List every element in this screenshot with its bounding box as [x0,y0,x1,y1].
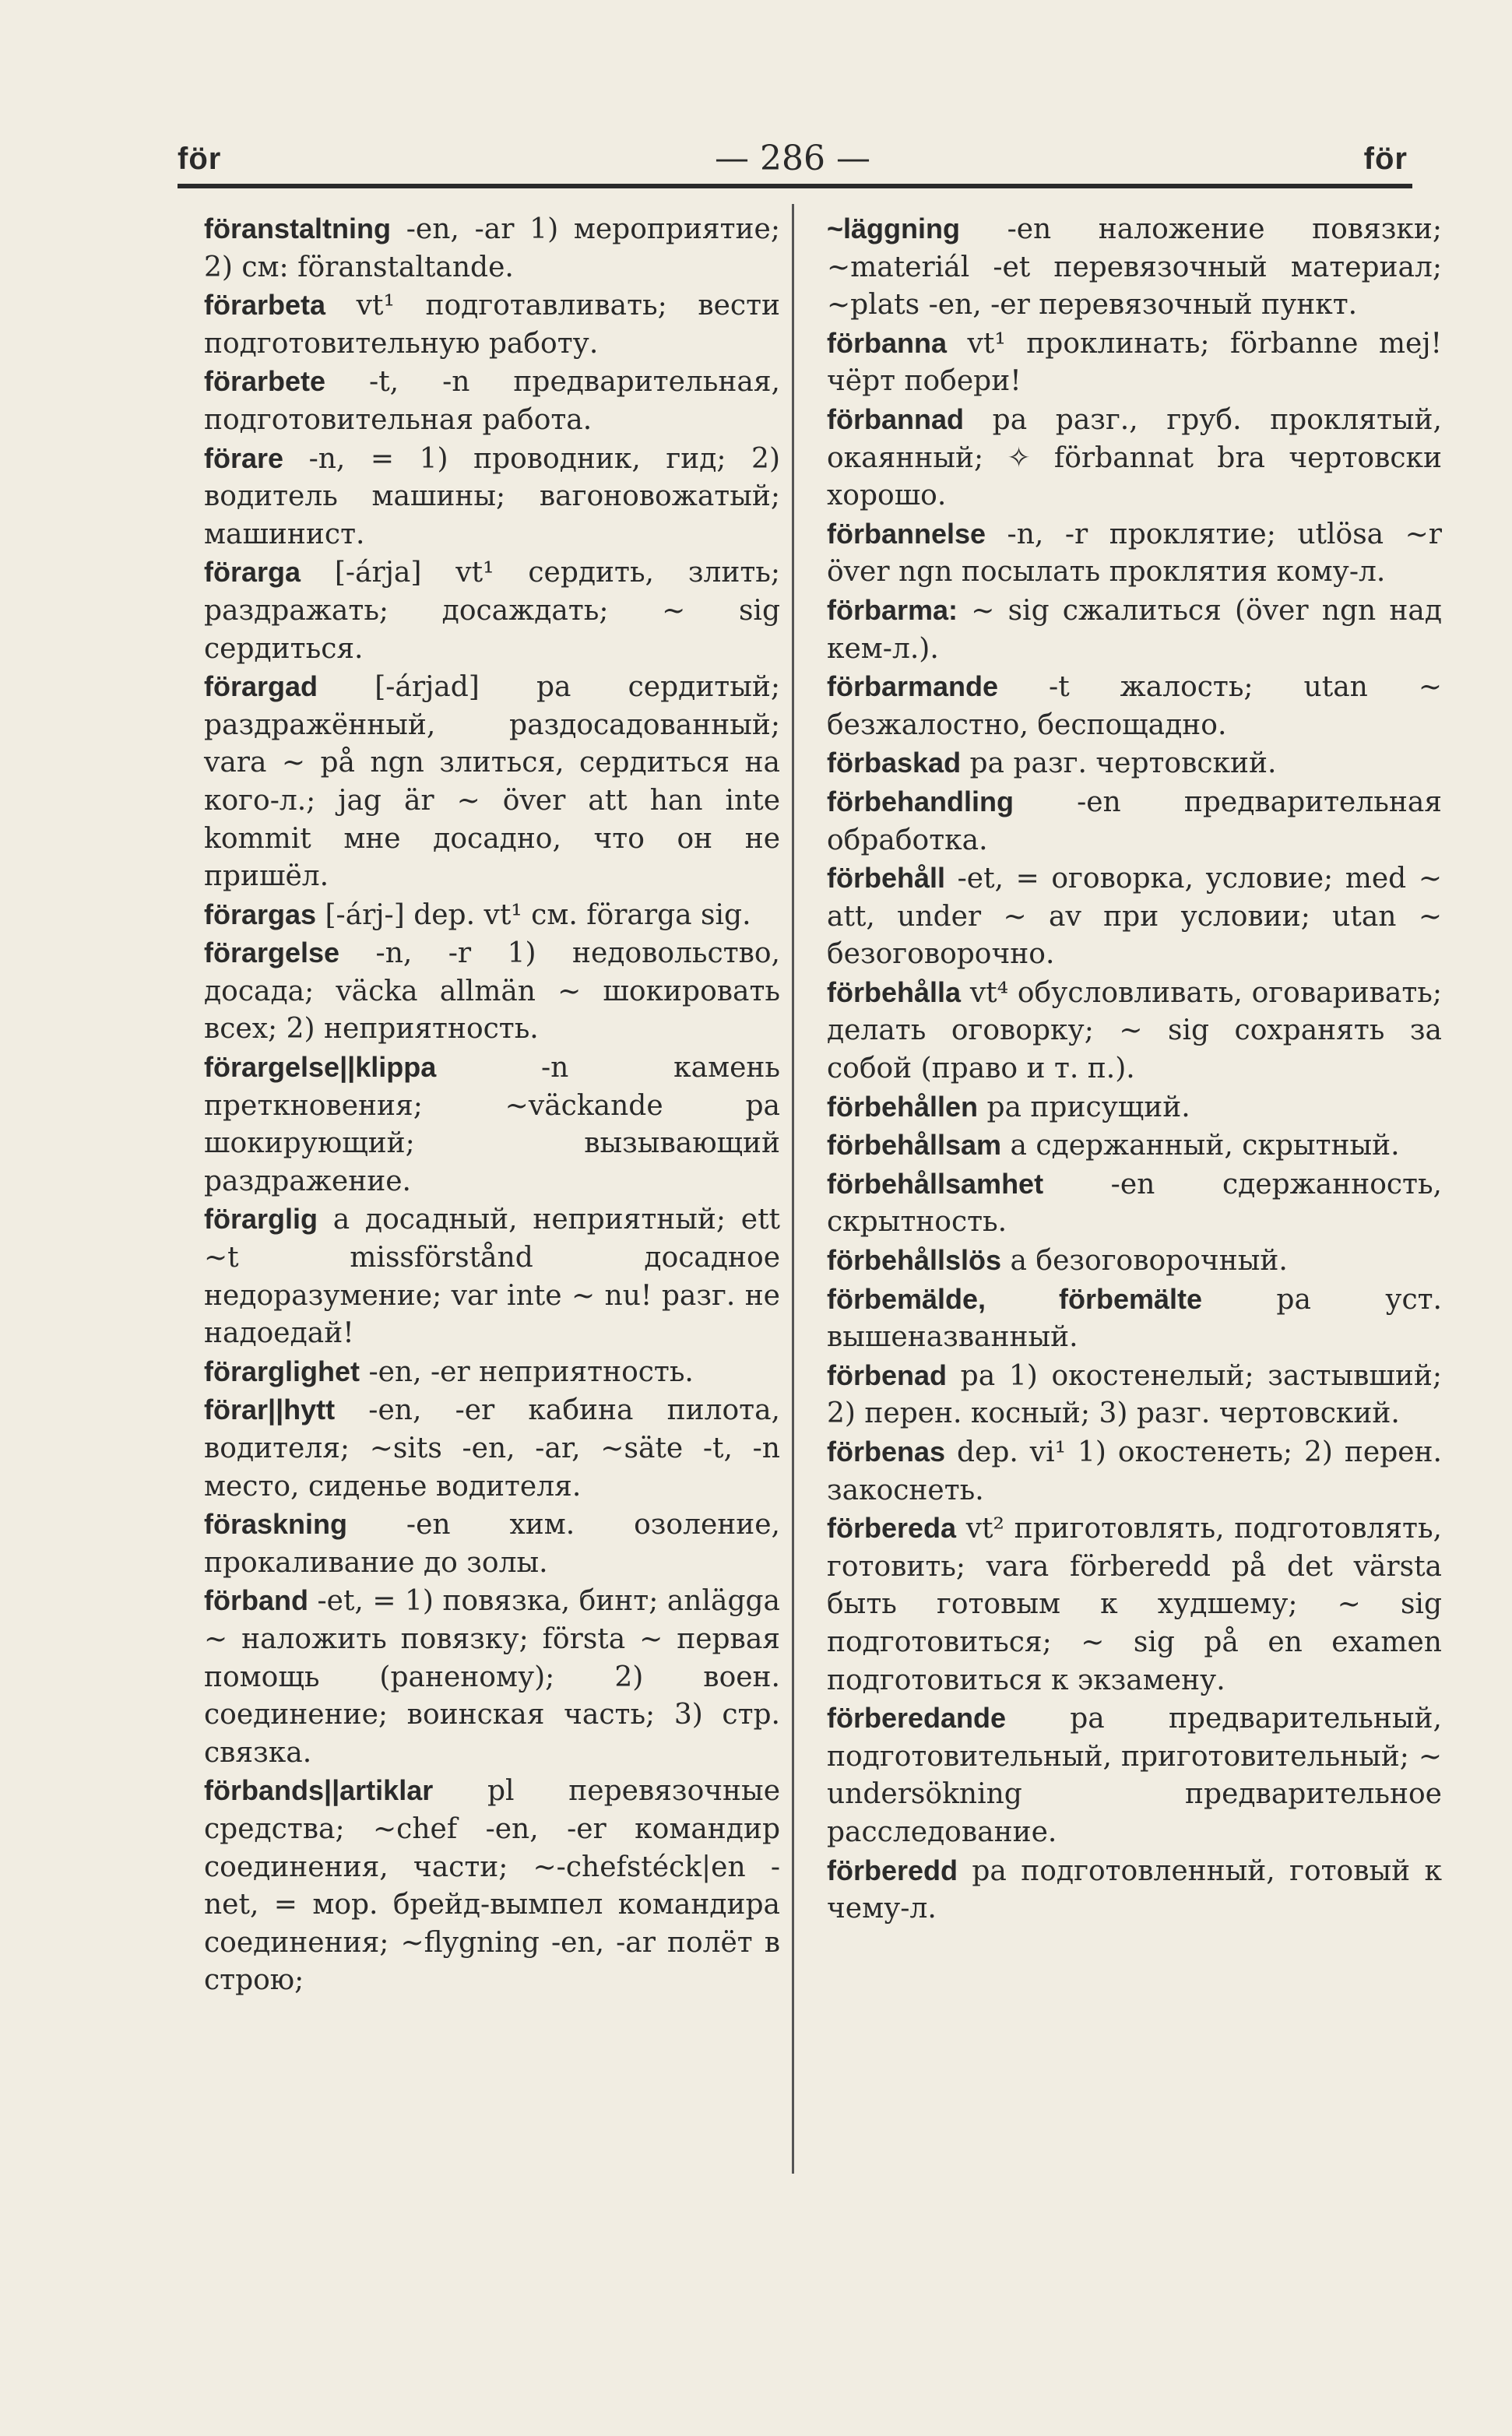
dictionary-entry [827,210,1442,325]
dictionary-entry [827,1852,1442,1928]
entry-headword: förbannelse [827,517,986,550]
entry-headword: ~läggning [827,213,960,244]
entry-definition: a досадный, неприятный; ett ~t missförstånd досадное недоразумение; var inte ~ nu! разг. не надоедай! [204,1204,780,1350]
dictionary-entry [204,210,780,286]
dictionary-entry [204,1353,780,1392]
entry-headword: förbehållsam [827,1129,1002,1162]
entry-definition: -t жалость; utan ~ безжалостно, беспощадно. [827,671,1442,741]
entry-definition: -t, -n предварительная, подготовительная работа. [204,366,780,436]
dictionary-entry [204,1582,780,1772]
entry-headword: förbehåll [827,862,946,895]
entry-headword: förbaskad [827,747,962,779]
dictionary-entry [827,401,1442,515]
entry-headword: förbenad [827,1359,948,1391]
page-number: — 286 — [715,139,870,178]
entry-definition: pa присущий. [978,1091,1190,1123]
entry-definition: -n, -r проклятие; utlösa ~r över ngn посылать проклятия кому-л. [827,518,1442,589]
entry-definition: pa разг. чертовский. [961,747,1277,780]
entry-headword: förbehandling [827,785,1014,817]
entry-headword: förbarmande [827,670,999,703]
dictionary-entry [827,668,1442,744]
entry-definition: [-árj-] dep. vt¹ см. förarga sig. [316,898,751,931]
entry-definition: pa предварительный, подготовительный, приготовительный; ~ undersökning предварительное расследование. [827,1703,1442,1848]
entry-headword: förband [204,1584,308,1617]
left-column [204,210,780,2000]
dictionary-entry [827,974,1442,1088]
entry-headword: förargas [204,898,317,930]
entry-headword: förbereda [827,1512,957,1545]
running-head [178,137,1408,184]
dictionary-entry [204,1391,780,1506]
entry-definition: -en, -er неприятность. [360,1355,694,1388]
dictionary-entry [204,1506,780,1582]
entry-headword: föranstaltning [204,213,391,244]
entry-definition: pa разг., груб. проклятый, окаянный; ✧ förbannat bra чертовски хорошо. [827,403,1442,512]
entry-headword: förbands||artiklar [204,1774,434,1807]
entry-definition: pa подготовленный, готовый к чему-л. [827,1854,1442,1925]
entry-definition: [-árjad] pa сердитый; раздражённый, раздосадованный; vara ~ på ngn злиться, сердиться на кого-л.; jag är ~ över att han inte kommit мне досадно, что он не пришёл. [204,671,780,893]
entry-headword: föraskning [204,1508,348,1541]
entry-definition: vt⁴ обусловливать, оговаривать; делать оговорку; ~ sig сохранять за собой (право и т. п.). [827,976,1442,1085]
dictionary-entry [827,1165,1442,1242]
header-rule [178,184,1412,188]
entry-headword: förbarma: [827,593,958,626]
entry-headword: förarglighet [204,1355,360,1387]
dictionary-entry [827,744,1442,783]
dictionary-entry [827,783,1442,859]
dictionary-entry [827,859,1442,974]
dictionary-entry [827,1510,1442,1700]
dictionary-entry [204,286,780,363]
entry-definition: -n, -r 1) недовольство, досада; väcka allmän ~ шокировать всех; 2) неприятность. [204,937,780,1046]
entry-definition: a безоговорочный. [1001,1245,1288,1278]
entry-headword: förargad [204,670,318,703]
column-divider [792,204,794,2174]
entry-definition: -en, -ar 1) мероприятие; 2) см: föranstaltande. [204,213,780,283]
entry-definition: [-árja] vt¹ сердить, злить; раздражать; досаждать; ~ sig сердиться. [204,557,780,665]
entry-definition: pa уст. вышеназванный. [827,1283,1442,1354]
running-head-right: för [1363,142,1408,176]
entry-headword: förbannad [827,402,964,435]
dictionary-entry [204,440,780,554]
entry-headword: förbanna [827,326,948,359]
dictionary-entry [204,554,780,668]
entry-definition: -en предварительная обработка. [827,786,1442,856]
dictionary-entry [827,1433,1442,1510]
dictionary-entry [204,1772,780,2000]
dictionary-entry [827,1281,1442,1357]
entry-headword: förarbeta [204,289,326,322]
entry-headword: förberedande [827,1702,1007,1735]
entry-definition: pa 1) окостенелый; застывший; 2) перен. косный; 3) разг. чертовский. [827,1359,1442,1430]
entry-definition: -en сдержанность, скрытность. [827,1168,1442,1239]
entry-headword: förarglig [204,1203,318,1236]
dictionary-entry [827,1357,1442,1433]
dictionary-entry [204,668,780,896]
entry-headword: förare [204,441,284,474]
entry-definition: pl перевязочные средства; ~chef -en, -er командир соединения, части; ~-chefstéck|en -net, = мор. брейд-вымпел командира соединения; ~flygning -en, -ar полёт в строю; [204,1775,780,1997]
dictionary-entry [827,515,1442,592]
dictionary-entry [827,1088,1442,1127]
entry-headword: förberedd [827,1854,958,1886]
entry-definition: a сдержанный, скрытный. [1001,1130,1400,1162]
entry-definition: dep. vi¹ 1) окостенеть; 2) перен. закоснеть. [827,1436,1442,1506]
entry-definition: -n, = 1) проводник, гид; 2) водитель машины; вагоновожатый; машинист. [204,442,780,550]
right-column [827,210,1442,1928]
dictionary-entry [204,1049,780,1200]
entry-definition: -en хим. озоление, прокаливание до золы. [204,1509,780,1579]
entry-definition: vt¹ подготавливать; вести подготовительную работу. [204,290,780,360]
dictionary-entry [827,325,1442,401]
entry-headword: förbehållsamhet [827,1167,1044,1200]
dictionary-entry [827,1127,1442,1165]
dictionary-entry [204,1200,780,1352]
entry-definition: -et, = оговорка, условие; med ~ att, under ~ av при условии; utan ~ безоговорочно. [827,863,1442,971]
entry-headword: förbehålla [827,975,962,1008]
entry-headword: förbehållslös [827,1244,1002,1277]
dictionary-entry [204,363,780,439]
entry-headword: förargelse [204,937,340,969]
entry-definition: ~ sig сжалиться (över ngn над кем-л.). [827,594,1442,665]
dictionary-entry [204,934,780,1049]
dictionary-entry [827,1700,1442,1851]
entry-headword: förarga [204,556,301,589]
entry-definition: -en, -er кабина пилота, водителя; ~sits -en, -ar, ~säte -t, -n место, сиденье водителя. [204,1394,780,1503]
entry-definition: -en наложение повязки; ~materiál -et перевязочный материал; ~plats -en, -er перевязочный пункт. [827,213,1442,322]
entry-headword: förbehållen [827,1090,979,1123]
dictionary-entry [827,1242,1442,1281]
running-head-left: för [178,142,222,176]
entry-definition: -et, = 1) повязка, бинт; anlägga ~ наложить повязку; första ~ первая помощь (раненому); 2) воен. соединение; воинская часть; 3) стр. связка. [204,1585,780,1769]
entry-definition: -n камень преткновения; ~väckande pa шокирующий; вызывающий раздражение. [204,1052,780,1197]
entry-headword: förarbete [204,365,326,398]
dictionary-entry [204,896,780,935]
entry-headword: förargelse||klippa [204,1051,437,1084]
entry-headword: förbemälde, förbemälte [827,1282,1203,1315]
entry-definition: vt² приготовлять, подготовлять, готовить; vara förberedd på det värsta быть готовым к худшему; ~ sig подготовиться; ~ sig på en examen подготовиться к экзамену. [827,1513,1442,1696]
entry-definition: vt¹ проклинать; förbanne mej! чёрт побери! [827,327,1442,398]
entry-headword: förar||hytt [204,1394,336,1426]
dictionary-entry [827,592,1442,668]
entry-headword: förbenas [827,1436,946,1468]
